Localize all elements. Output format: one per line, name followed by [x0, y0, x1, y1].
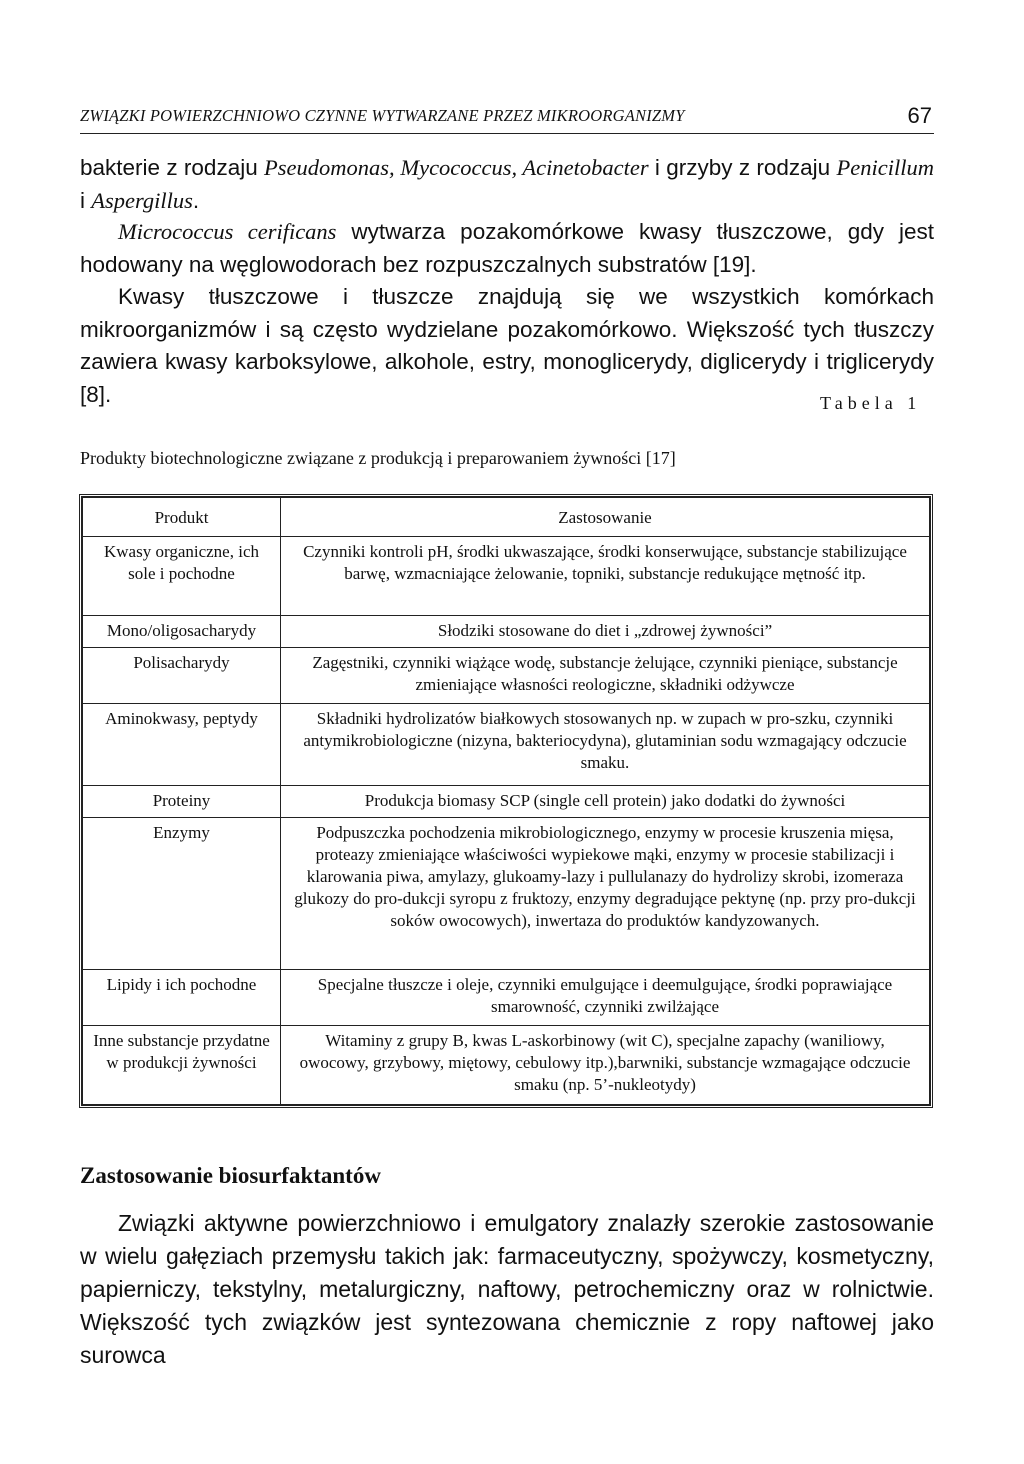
column-header-use: Zastosowanie	[281, 498, 930, 537]
use-cell: Słodziki stosowane do diet i „zdrowej żywności”	[281, 616, 930, 648]
product-cell: Inne substancje przydatne w produkcji żywności	[83, 1025, 281, 1104]
products-table	[79, 494, 933, 1108]
paragraph-fatty-acids: Kwasy tłuszczowe i tłuszcze znajdują się we wszystkich komórkach mikroorganizmów i są często wydzielane pozakomórkowo. Większość tych tłuszczy zawiera kwasy karboksylowe, alkohole, estry, monoglicerydy, diglicerydy i triglicerydy [8].	[80, 284, 934, 407]
use-cell: Czynniki kontroli pH, środki ukwaszające, środki konserwujące, substancje stabilizujące barwę, wzmacniające żelowanie, topniki, substancje redukujące mętność itp.	[281, 537, 930, 616]
paragraph-text: i	[80, 187, 92, 213]
product-cell: Lipidy i ich pochodne	[83, 969, 281, 1025]
header-title: ZWIĄZKI POWIERZCHNIOWO CZYNNE WYTWARZANE PRZEZ MIKROORGANIZMY	[80, 106, 685, 125]
genus-names: Pseudomonas, Mycococcus, Acinetobacter	[264, 155, 649, 180]
product-cell: Polisacharydy	[83, 648, 281, 704]
table-label: Tabela 1	[820, 393, 922, 413]
table-header-row	[83, 498, 930, 537]
table-caption: Produkty biotechnologiczne związane z produkcją i preparowaniem żywności [17]	[80, 448, 676, 468]
running-header	[80, 103, 934, 134]
genus-name: Aspergillus	[91, 187, 193, 213]
use-cell: Składniki hydrolizatów białkowych stosowanych np. w zupach w pro-szku, czynniki antymikrobiologiczne (nizyna, bakteriocydyna), glutaminian sodu wzmagający odczucie smaku.	[281, 704, 930, 785]
paragraph-text: i grzyby z rodzaju	[648, 155, 837, 180]
products-table-grid	[82, 497, 930, 1105]
use-cell: Zagęstniki, czynniki wiążące wodę, substancje żelujące, czynniki pieniące, substancje zmieniające własności reologiczne, składniki odżywcze	[281, 648, 930, 704]
paragraph-applications: Związki aktywne powierzchniowo i emulgatory znalazły szerokie zastosowanie w wielu gałęziach przemysłu takich jak: farmaceutyczny, spożywczy, kosmetyczny, papierniczy, tekstylny, metalurgiczny, naftowy, petrochemiczny oraz w rolnictwie. Większość tych związków jest syntezowana chemicznie z ropy naftowej jako surowca	[80, 1210, 934, 1368]
paragraph-text: .	[192, 187, 200, 213]
page-number: 67	[907, 103, 932, 128]
table-row	[83, 537, 930, 616]
table-row	[83, 785, 930, 817]
table-row	[83, 817, 930, 969]
paragraph-text: bakterie z rodzaju	[80, 155, 265, 180]
column-header-product: Produkt	[83, 498, 281, 537]
use-cell: Podpuszczka pochodzenia mikrobiologicznego, enzymy w procesie kruszenia mięsa, proteazy zmieniające właściwości wypiekowe mąki, enzymy w procesie stabilizacji i klarowania piwa, amylazy, glukoamy-lazy i pullulanazy do hydrolizy skrobi, izomeraza glukozy do pro-dukcji syropu z fruktozy, enzymy degradujące pektynę (np. przy pro-dukcji soków owocowych), inwertaza do produktów kandyzowanych.	[281, 817, 930, 969]
product-cell: Mono/oligosacharydy	[83, 616, 281, 648]
use-cell: Witaminy z grupy B, kwas L-askorbinowy (wit C), specjalne zapachy (waniliowy, owocowy, grzybowy, miętowy, cebulowy itp.),barwniki, substancje wzmagające odczucie smaku (np. 5’-nukleotydy)	[281, 1025, 930, 1104]
species-name: Micrococcus cerificans	[118, 219, 337, 244]
paragraph-text: wytwarza pozakomórkowe kwasy tłuszczowe, gdy jest hodowany na węglowodorach bez rozpuszczalnych substratów [19].	[80, 219, 935, 277]
paragraph-micrococcus	[80, 216, 934, 281]
product-cell: Enzymy	[83, 817, 281, 969]
use-cell: Produkcja biomasy SCP (single cell protein) jako dodatki do żywności	[281, 785, 930, 817]
product-cell: Kwasy organiczne, ich sole i pochodne	[83, 537, 281, 616]
product-cell: Aminokwasy, peptydy	[83, 704, 281, 785]
genus-name: Penicillum	[836, 155, 934, 180]
paragraph-genera	[80, 152, 934, 217]
table-row	[83, 1025, 930, 1104]
table-row	[83, 616, 930, 648]
section-heading: Zastosowanie biosurfaktantów	[80, 1163, 381, 1188]
table-row	[83, 648, 930, 704]
table-row	[83, 969, 930, 1025]
use-cell: Specjalne tłuszcze i oleje, czynniki emulgujące i deemulgujące, środki poprawiające smarowność, czynniki zwilżające	[281, 969, 930, 1025]
table-row	[83, 704, 930, 785]
product-cell: Proteiny	[83, 785, 281, 817]
